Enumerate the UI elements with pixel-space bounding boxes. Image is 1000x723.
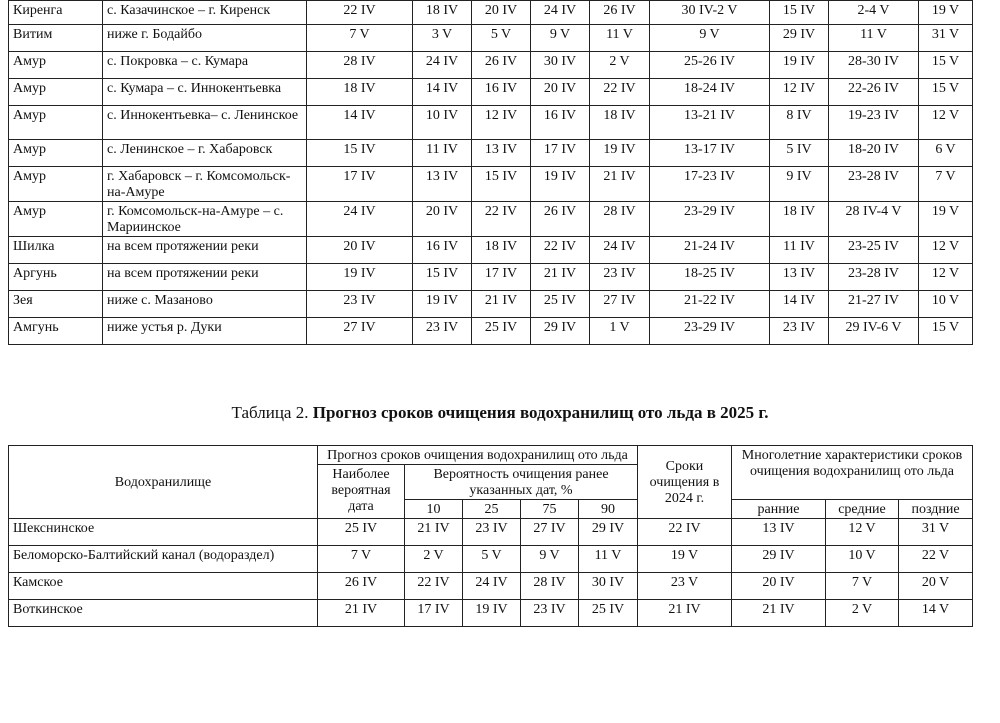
value-cell: 17 IV xyxy=(307,167,413,202)
value-cell: 18 IV xyxy=(307,79,413,106)
value-cell: 26 IV xyxy=(590,1,650,25)
value-cell: 17 IV xyxy=(405,600,463,627)
river-cell: Амур xyxy=(9,106,103,140)
value-cell: 21-22 IV xyxy=(650,291,770,318)
value-cell: 20 IV xyxy=(732,573,826,600)
value-cell: 19 V xyxy=(919,1,973,25)
longterm-header: Многолетние характеристики сроков очищения водохранилищ ото льда xyxy=(732,446,973,500)
value-cell: 20 V xyxy=(899,573,973,600)
table-row xyxy=(9,573,973,600)
value-cell: 2 V xyxy=(826,600,899,627)
table-row xyxy=(9,291,973,318)
value-cell: 19 V xyxy=(638,546,732,573)
value-cell: 20 IV xyxy=(531,79,590,106)
value-cell: 26 IV xyxy=(318,573,405,600)
value-cell: 13 IV xyxy=(732,519,826,546)
table-row xyxy=(9,546,973,573)
value-cell: 11 V xyxy=(590,25,650,52)
value-cell: 22 IV xyxy=(638,519,732,546)
value-cell: 29 IV xyxy=(732,546,826,573)
value-cell: 21 IV xyxy=(531,264,590,291)
value-cell: 26 IV xyxy=(531,202,590,237)
value-cell: 22 IV xyxy=(405,573,463,600)
value-cell: 14 V xyxy=(899,600,973,627)
table-row xyxy=(9,264,973,291)
value-cell: 21 IV xyxy=(318,600,405,627)
value-cell: 29 IV-6 V xyxy=(829,318,919,345)
value-cell: 18 IV xyxy=(413,1,472,25)
value-cell: 28-30 IV xyxy=(829,52,919,79)
value-cell: 13-17 IV xyxy=(650,140,770,167)
value-cell: 5 IV xyxy=(770,140,829,167)
river-cell: Зея xyxy=(9,291,103,318)
value-cell: 18-25 IV xyxy=(650,264,770,291)
value-cell: 30 IV xyxy=(531,52,590,79)
value-cell: 27 IV xyxy=(521,519,579,546)
value-cell: 18-20 IV xyxy=(829,140,919,167)
value-cell: 5 V xyxy=(463,546,521,573)
late-header: поздние xyxy=(899,500,973,519)
value-cell: 21 IV xyxy=(638,600,732,627)
value-cell: 14 IV xyxy=(413,79,472,106)
reservoir-name-cell: Шекснинское xyxy=(9,519,318,546)
value-cell: 20 IV xyxy=(307,237,413,264)
value-cell: 15 IV xyxy=(472,167,531,202)
river-cell: Шилка xyxy=(9,237,103,264)
value-cell: 22 IV xyxy=(531,237,590,264)
value-cell: 21 IV xyxy=(472,291,531,318)
table2-caption-prefix: Таблица 2. xyxy=(231,403,313,422)
river-cell: Витим xyxy=(9,25,103,52)
value-cell: 12 V xyxy=(826,519,899,546)
value-cell: 19 IV xyxy=(307,264,413,291)
value-cell: 10 IV xyxy=(413,106,472,140)
table-row xyxy=(9,600,973,627)
value-cell: 7 V xyxy=(826,573,899,600)
value-cell: 3 V xyxy=(413,25,472,52)
table-row xyxy=(9,140,973,167)
reservoir-ice-table xyxy=(8,445,973,627)
value-cell: 25 IV xyxy=(579,600,638,627)
value-cell: 14 IV xyxy=(307,106,413,140)
value-cell: 7 V xyxy=(307,25,413,52)
table-row xyxy=(9,106,973,140)
value-cell: 29 IV xyxy=(531,318,590,345)
river-cell: Амур xyxy=(9,202,103,237)
value-cell: 7 V xyxy=(919,167,973,202)
value-cell: 23-28 IV xyxy=(829,167,919,202)
value-cell: 9 IV xyxy=(770,167,829,202)
value-cell: 18 IV xyxy=(590,106,650,140)
value-cell: 9 V xyxy=(521,546,579,573)
section-cell: на всем протяжении реки xyxy=(103,237,307,264)
value-cell: 24 IV xyxy=(590,237,650,264)
value-cell: 10 V xyxy=(826,546,899,573)
reservoir-name-cell: Беломорско-Балтийский канал (водораздел) xyxy=(9,546,318,573)
value-cell: 14 IV xyxy=(770,291,829,318)
value-cell: 9 V xyxy=(531,25,590,52)
river-cell: Амур xyxy=(9,79,103,106)
value-cell: 2 V xyxy=(405,546,463,573)
value-cell: 13-21 IV xyxy=(650,106,770,140)
early-header: ранние xyxy=(732,500,826,519)
value-cell: 15 V xyxy=(919,52,973,79)
value-cell: 23 IV xyxy=(307,291,413,318)
value-cell: 19 V xyxy=(919,202,973,237)
value-cell: 12 V xyxy=(919,106,973,140)
value-cell: 11 IV xyxy=(413,140,472,167)
value-cell: 31 V xyxy=(899,519,973,546)
table-row xyxy=(9,25,973,52)
p75-header: 75 xyxy=(521,500,579,519)
table-row xyxy=(9,52,973,79)
table-row xyxy=(9,519,973,546)
value-cell: 22 IV xyxy=(590,79,650,106)
river-cell: Амур xyxy=(9,52,103,79)
value-cell: 11 IV xyxy=(770,237,829,264)
value-cell: 19 IV xyxy=(531,167,590,202)
section-cell: ниже устья р. Дуки xyxy=(103,318,307,345)
value-cell: 13 IV xyxy=(413,167,472,202)
value-cell: 20 IV xyxy=(472,1,531,25)
value-cell: 23 IV xyxy=(521,600,579,627)
river-ice-table xyxy=(8,0,973,345)
river-cell: Амур xyxy=(9,140,103,167)
table-row xyxy=(9,202,973,237)
value-cell: 25 IV xyxy=(472,318,531,345)
value-cell: 22-26 IV xyxy=(829,79,919,106)
dates-2024-header: Сроки очищения в 2024 г. xyxy=(638,446,732,519)
river-cell: Амгунь xyxy=(9,318,103,345)
value-cell: 23 V xyxy=(638,573,732,600)
table-row xyxy=(9,167,973,202)
value-cell: 30 IV-2 V xyxy=(650,1,770,25)
value-cell: 22 IV xyxy=(472,202,531,237)
section-cell: с. Покровка – с. Кумара xyxy=(103,52,307,79)
value-cell: 30 IV xyxy=(579,573,638,600)
value-cell: 16 IV xyxy=(472,79,531,106)
most-likely-header: Наиболее вероятная дата xyxy=(318,465,405,519)
section-cell: с. Казачинское – г. Киренск xyxy=(103,1,307,25)
value-cell: 19 IV xyxy=(590,140,650,167)
value-cell: 24 IV xyxy=(463,573,521,600)
p10-header: 10 xyxy=(405,500,463,519)
value-cell: 17 IV xyxy=(531,140,590,167)
value-cell: 19-23 IV xyxy=(829,106,919,140)
river-cell: Аргунь xyxy=(9,264,103,291)
value-cell: 16 IV xyxy=(531,106,590,140)
value-cell: 13 IV xyxy=(770,264,829,291)
value-cell: 31 V xyxy=(919,25,973,52)
value-cell: 21 IV xyxy=(405,519,463,546)
value-cell: 25 IV xyxy=(318,519,405,546)
value-cell: 22 V xyxy=(899,546,973,573)
value-cell: 12 V xyxy=(919,264,973,291)
value-cell: 8 IV xyxy=(770,106,829,140)
value-cell: 19 IV xyxy=(413,291,472,318)
river-cell: Киренга xyxy=(9,1,103,25)
value-cell: 15 V xyxy=(919,318,973,345)
table-row xyxy=(9,237,973,264)
value-cell: 24 IV xyxy=(307,202,413,237)
value-cell: 21 IV xyxy=(732,600,826,627)
value-cell: 11 V xyxy=(829,25,919,52)
value-cell: 28 IV xyxy=(521,573,579,600)
value-cell: 7 V xyxy=(318,546,405,573)
mean-header: средние xyxy=(826,500,899,519)
value-cell: 13 IV xyxy=(472,140,531,167)
section-cell: ниже г. Бодайбо xyxy=(103,25,307,52)
value-cell: 18-24 IV xyxy=(650,79,770,106)
value-cell: 21-27 IV xyxy=(829,291,919,318)
value-cell: 28 IV-4 V xyxy=(829,202,919,237)
table-row xyxy=(9,318,973,345)
value-cell: 11 V xyxy=(579,546,638,573)
value-cell: 26 IV xyxy=(472,52,531,79)
value-cell: 28 IV xyxy=(590,202,650,237)
value-cell: 29 IV xyxy=(770,25,829,52)
value-cell: 2 V xyxy=(590,52,650,79)
value-cell: 18 IV xyxy=(472,237,531,264)
p90-header: 90 xyxy=(579,500,638,519)
value-cell: 10 V xyxy=(919,291,973,318)
forecast-group-header: Прогноз сроков очищения водохранилищ ото льда xyxy=(318,446,638,465)
value-cell: 23 IV xyxy=(590,264,650,291)
river-cell: Амур xyxy=(9,167,103,202)
value-cell: 23 IV xyxy=(413,318,472,345)
value-cell: 24 IV xyxy=(413,52,472,79)
value-cell: 17 IV xyxy=(472,264,531,291)
value-cell: 23-29 IV xyxy=(650,318,770,345)
value-cell: 23 IV xyxy=(770,318,829,345)
section-cell: с. Кумара – с. Иннокентьевка xyxy=(103,79,307,106)
value-cell: 19 IV xyxy=(770,52,829,79)
table2-caption xyxy=(0,403,1000,423)
value-cell: 21 IV xyxy=(590,167,650,202)
value-cell: 22 IV xyxy=(307,1,413,25)
value-cell: 17-23 IV xyxy=(650,167,770,202)
value-cell: 15 IV xyxy=(307,140,413,167)
value-cell: 23-29 IV xyxy=(650,202,770,237)
value-cell: 20 IV xyxy=(413,202,472,237)
value-cell: 23-28 IV xyxy=(829,264,919,291)
value-cell: 2-4 V xyxy=(829,1,919,25)
value-cell: 15 V xyxy=(919,79,973,106)
section-cell: с. Иннокентьевка– с. Ленинское xyxy=(103,106,307,140)
value-cell: 25-26 IV xyxy=(650,52,770,79)
value-cell: 9 V xyxy=(650,25,770,52)
section-cell: г. Комсомольск-на-Амуре – с. Мариинское xyxy=(103,202,307,237)
value-cell: 18 IV xyxy=(770,202,829,237)
reservoir-header: Водохранилище xyxy=(9,446,318,519)
value-cell: 23-25 IV xyxy=(829,237,919,264)
value-cell: 28 IV xyxy=(307,52,413,79)
value-cell: 24 IV xyxy=(531,1,590,25)
value-cell: 5 V xyxy=(472,25,531,52)
table-row xyxy=(9,79,973,106)
value-cell: 15 IV xyxy=(413,264,472,291)
value-cell: 21-24 IV xyxy=(650,237,770,264)
table-row xyxy=(9,1,973,25)
value-cell: 16 IV xyxy=(413,237,472,264)
section-cell: с. Ленинское – г. Хабаровск xyxy=(103,140,307,167)
section-cell: ниже с. Мазаново xyxy=(103,291,307,318)
probability-header: Вероятность очищения ранее указанных дат, % xyxy=(405,465,638,500)
value-cell: 15 IV xyxy=(770,1,829,25)
value-cell: 12 IV xyxy=(472,106,531,140)
value-cell: 6 V xyxy=(919,140,973,167)
value-cell: 12 V xyxy=(919,237,973,264)
value-cell: 29 IV xyxy=(579,519,638,546)
reservoir-name-cell: Камское xyxy=(9,573,318,600)
value-cell: 23 IV xyxy=(463,519,521,546)
table2-caption-title: Прогноз сроков очищения водохранилищ ото льда в 2025 г. xyxy=(312,403,769,422)
section-cell: на всем протяжении реки xyxy=(103,264,307,291)
value-cell: 12 IV xyxy=(770,79,829,106)
value-cell: 25 IV xyxy=(531,291,590,318)
reservoir-name-cell: Воткинское xyxy=(9,600,318,627)
value-cell: 19 IV xyxy=(463,600,521,627)
value-cell: 27 IV xyxy=(307,318,413,345)
value-cell: 1 V xyxy=(590,318,650,345)
p25-header: 25 xyxy=(463,500,521,519)
value-cell: 27 IV xyxy=(590,291,650,318)
section-cell: г. Хабаровск – г. Комсомольск-на-Амуре xyxy=(103,167,307,202)
